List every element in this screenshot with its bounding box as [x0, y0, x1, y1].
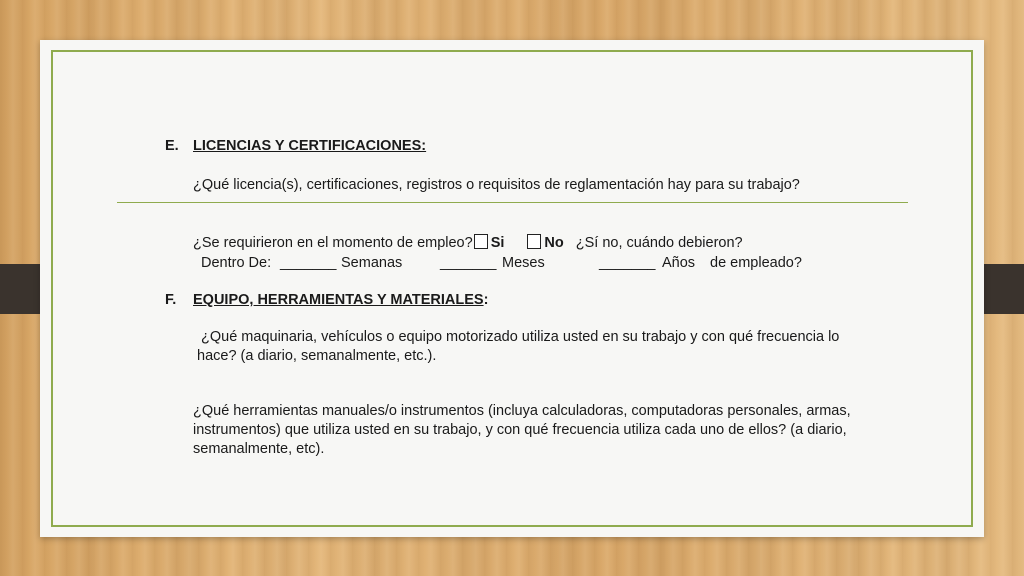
section-e-letter: E. — [165, 138, 179, 154]
tools-question-line-1: ¿Qué herramientas manuales/o instrumentos (incluya calculadoras, computadoras personales, armas, — [193, 403, 851, 419]
of-employee-label: de empleado? — [710, 255, 802, 271]
no-checkbox[interactable] — [527, 234, 541, 249]
when-question: ¿Sí no, cuándo debieron? — [575, 235, 743, 251]
section-f-letter: F. — [165, 292, 177, 308]
si-checkbox[interactable] — [474, 234, 488, 249]
machinery-question-line-2: hace? (a diario, semanalmente, etc.). — [197, 348, 437, 364]
months-label: Meses — [502, 255, 545, 271]
tools-question-line-2: instrumentos) que utiliza usted en su trabajo, y con qué frecuencia utiliza cada uno de ellos? (a diario, — [193, 422, 847, 438]
slide-frame — [51, 50, 973, 527]
weeks-blank[interactable]: _______ — [280, 255, 337, 271]
years-blank[interactable]: _______ — [599, 255, 656, 271]
employment-question-line — [193, 234, 743, 252]
section-e-title: LICENCIAS Y CERTIFICACIONES: — [193, 138, 427, 154]
section-f-heading — [193, 291, 488, 309]
tools-question-line-3: semanalmente, etc). — [193, 441, 325, 457]
section-f-colon: : — [483, 292, 489, 308]
weeks-label: Semanas — [341, 255, 403, 271]
machinery-question-line-1: ¿Qué maquinaria, vehículos o equipo motorizado utiliza usted en su trabajo y con qué frecuencia lo — [201, 329, 840, 345]
section-divider — [117, 202, 908, 203]
employment-question: ¿Se requirieron en el momento de empleo? — [193, 235, 473, 251]
within-label: Dentro De: — [201, 255, 272, 271]
years-label: Años — [662, 255, 696, 271]
si-label: Si — [490, 235, 505, 251]
section-e-question-1: ¿Qué licencia(s), certificaciones, registros o requisitos de reglamentación hay para su trabajo? — [193, 177, 800, 193]
slide-paper — [40, 40, 984, 537]
section-f-title: EQUIPO, HERRAMIENTAS Y MATERIALES — [193, 292, 484, 308]
months-blank[interactable]: _______ — [440, 255, 497, 271]
no-label: No — [544, 235, 564, 251]
